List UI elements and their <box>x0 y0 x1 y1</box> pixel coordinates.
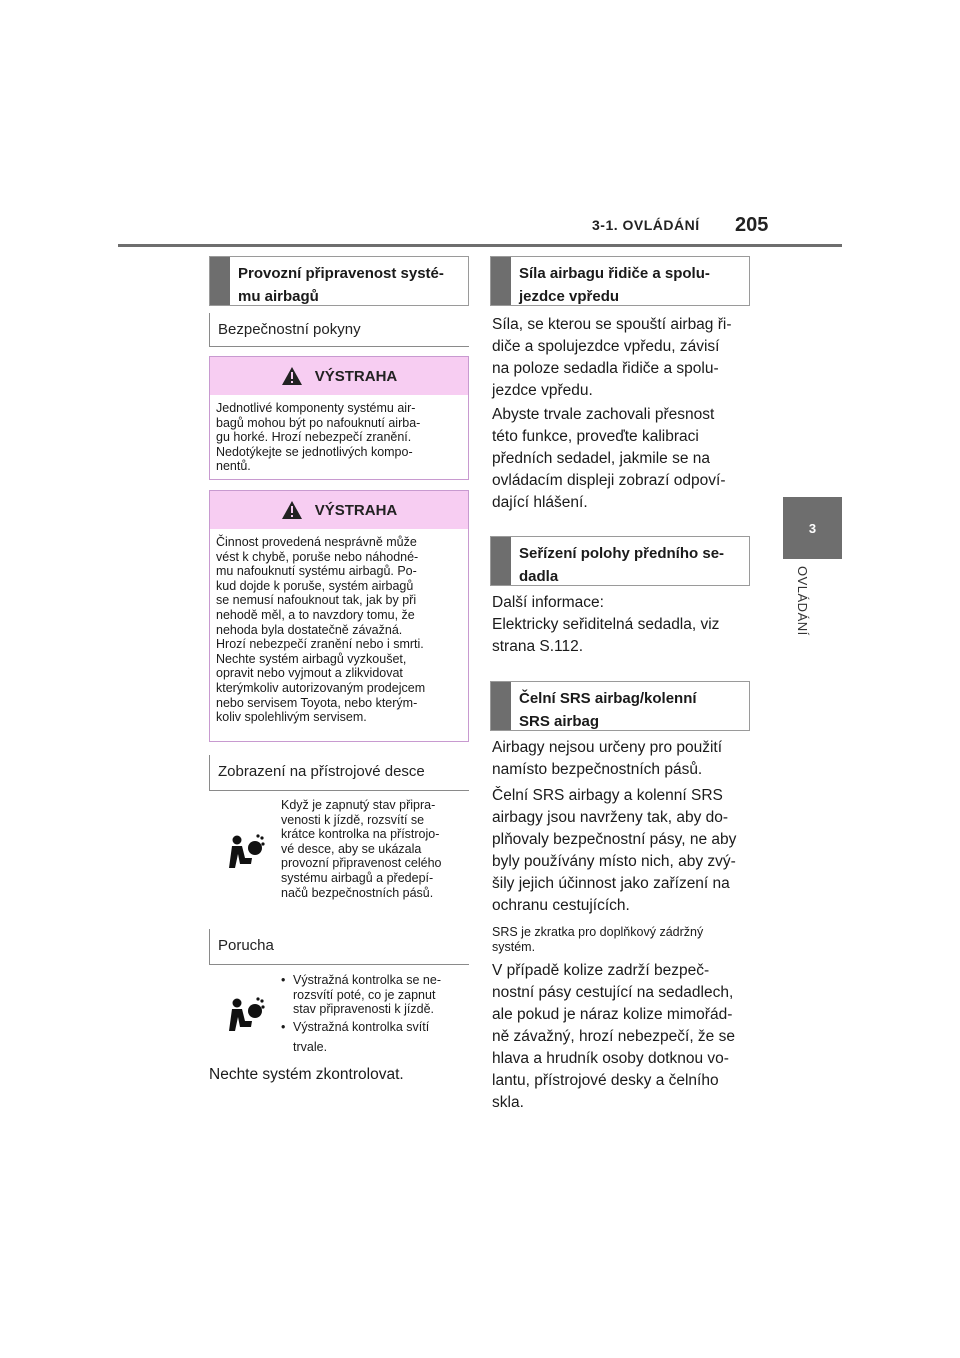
chapter-section-label: 3-1. OVLÁDÁNÍ <box>592 217 700 233</box>
airbag-warning-icon <box>225 834 265 870</box>
warning-box-incorrect-work <box>209 490 469 742</box>
warning-title: VÝSTRAHA <box>314 367 398 385</box>
section-heading-text: Čelní SRS airbag/kolenní SRS airbag <box>519 690 697 730</box>
section-heading-srs-airbag <box>490 681 750 731</box>
fault-list-container <box>281 967 469 1062</box>
section-heading-bar <box>491 257 511 305</box>
warning-text: Jednotlivé komponenty systému air- bagů mohou být po nafouknutí airba- gu horké. Hrozí nebezpečí zranění. Nedotýkejte se jednotlivých kompo- nentů. <box>216 401 421 474</box>
section-heading-text: Síla airbagu řidiče a spolu- jezdce vpředu <box>519 265 710 305</box>
section-heading-airbag-readiness <box>209 256 469 306</box>
warning-box-hot-components <box>209 356 469 480</box>
indicator-icon-cell <box>209 967 281 1062</box>
section-heading-bar <box>210 257 230 305</box>
paragraph-srs-design: Čelní SRS airbagy a kolenní SRS airbagy jsou navrženy tak, aby do- plňovaly bezpečnostní pásy, ne aby byly používány místo nich, aby zvý- šily jejich účinnost jako zařízení na ochranu cestujících. <box>492 787 737 914</box>
subhead-instrument-display: Zobrazení na přístrojové desce <box>209 755 469 791</box>
srs-abbreviation-note: SRS je zkratka pro doplňkový zádržný systém. <box>492 925 704 954</box>
section-heading-seat-position <box>490 536 750 586</box>
chapter-tab-label <box>790 566 810 646</box>
fault-list <box>281 973 469 1057</box>
fault-list-item: • Výstražná kontrolka se ne- rozsvítí poté, co je zapnut stav připravenosti k jízdě. <box>281 973 469 1017</box>
warning-triangle-icon <box>281 366 303 386</box>
section-heading-bar <box>491 537 511 585</box>
section-heading-text: Seřízení polohy předního se- dadla <box>519 545 725 585</box>
indicator-description: Když je zapnutý stav připra- venosti k jízdě, rozsvítí se krátce kontrolka na přístrojo- vé desce, aby se ukázala provozní připravenost celého systému airbagů a předepí- načů bezpečnostních pásů. <box>281 798 442 900</box>
page-number: 205 <box>735 214 769 236</box>
chapter-tab-label-text: OVLÁDÁNÍ <box>795 566 810 636</box>
paragraph-more-info: Další informace: Elektricky seřiditelná sedadla, viz strana S.112. <box>492 594 720 655</box>
airbag-warning-icon <box>225 997 265 1033</box>
warning-header <box>210 357 468 395</box>
warning-text: Činnost provedená nesprávně může vést k chybě, poruše nebo náhodné- mu nafouknutí systému airbagů. Po- kud dojde k poruše, systém airbagů se nemusí nafouknout tak, jak by při nehodě měl, a to navzdory tomu, že nehoda byla dostatečně závažná. Hrozí nebezpečí zranění nebo i smrti. Nechte systém airbagů vyzkoušet, opravit nebo vyjmout a zlikvidovat kterýmkoliv autorizovaným prodejcem nebo servisem Toyota, nebo kterým- koliv spolehlivým servisem. <box>216 535 426 725</box>
section-heading-bar <box>491 682 511 730</box>
warning-title: VÝSTRAHA <box>314 501 398 519</box>
paragraph-collision: V případě kolize zadrží bezpeč- nostní pásy cestující na sedadlech, ale pokud je náraz kolize mimořád- ně závažný, hrozí nebezpečí, že se hlava a hrudník osoby dotknou vo- lantu, přístrojové desky a čelního skla. <box>492 962 735 1111</box>
paragraph-calibration: Abyste trvale zachovali přesnost této funkce, proveďte kalibraci předních sedadel, jakmile se na ovládacím displeji zobrazí odpoví- dající hlášení. <box>492 406 726 511</box>
header-rule <box>118 244 842 247</box>
indicator-description-row <box>209 792 469 912</box>
chapter-tab: 3 <box>783 497 842 559</box>
closing-instruction: Nechte systém zkontrolovat. <box>209 1066 404 1083</box>
paragraph-not-substitute: Airbagy nejsou určeny pro použití namísto bezpečnostních pásů. <box>492 739 723 778</box>
warning-triangle-icon <box>281 500 303 520</box>
indicator-icon-cell <box>209 792 281 912</box>
section-heading-airbag-force <box>490 256 750 306</box>
fault-description-row <box>209 967 469 1062</box>
section-heading-text: Provozní připravenost systé- mu airbagů <box>238 265 444 305</box>
subhead-fault: Porucha <box>209 929 469 965</box>
paragraph-airbag-force: Síla, se kterou se spouští airbag ři- diče a spolujezdce vpředu, závisí na poloze sedadla řidiče a spolu- jezdce vpředu. <box>492 316 732 399</box>
fault-list-item: • Výstražná kontrolka svítí trvale. <box>281 1017 469 1057</box>
warning-header <box>210 491 468 529</box>
subhead-safety-notes: Bezpečnostní pokyny <box>209 313 469 347</box>
